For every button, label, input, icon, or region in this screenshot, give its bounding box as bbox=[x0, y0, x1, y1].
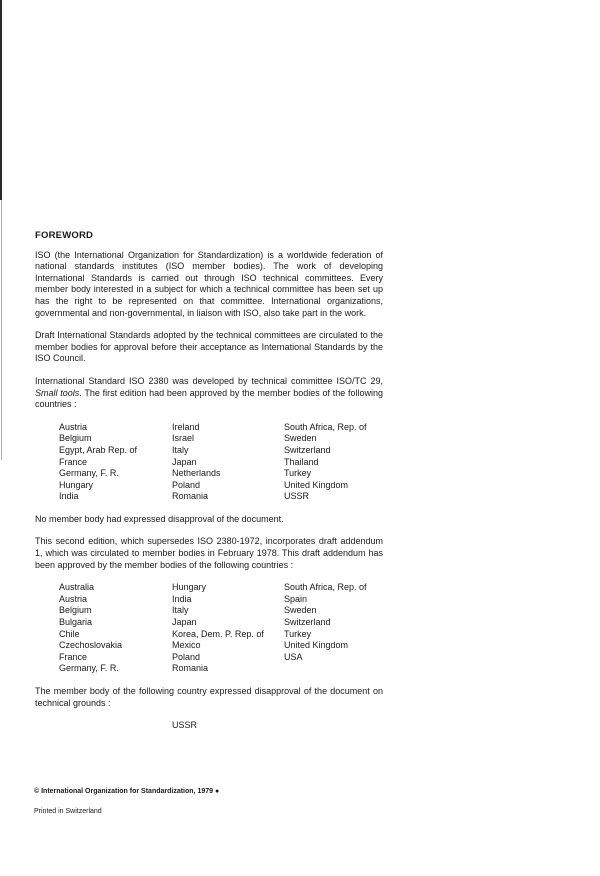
country-name: France bbox=[59, 456, 88, 467]
printed-in-notice: Printed in Switzerland bbox=[34, 808, 102, 815]
country-column-3 bbox=[284, 422, 404, 503]
foreword-section bbox=[35, 230, 383, 743]
country-name: Hungary bbox=[59, 479, 94, 490]
country-name: Czechoslovakia bbox=[59, 640, 123, 651]
country-name: Bulgaria bbox=[59, 617, 93, 628]
country-name: Israel bbox=[172, 433, 195, 444]
foreword-paragraph-3 bbox=[35, 376, 383, 411]
country-column-2 bbox=[172, 422, 284, 503]
copyright-notice: © International Organization for Standardization, 1979 ● bbox=[34, 788, 220, 795]
country-name: Austria bbox=[59, 421, 88, 432]
country-name: South Africa, Rep. of bbox=[284, 421, 367, 432]
country-name: Australia bbox=[59, 582, 95, 593]
country-name: Netherlands bbox=[172, 468, 221, 479]
country-name: Spain bbox=[284, 593, 308, 604]
country-name: United Kingdom bbox=[284, 640, 349, 651]
country-name: Italy bbox=[172, 444, 189, 455]
page-edge-mark bbox=[0, 0, 2, 200]
foreword-paragraph-6: The member body of the following country expressed disapproval of the document on technical grounds : bbox=[35, 686, 383, 708]
country-name: Sweden bbox=[284, 433, 317, 444]
country-name: Mexico bbox=[172, 640, 201, 651]
country-name: Turkey bbox=[284, 628, 312, 639]
country-name: Switzerland bbox=[284, 444, 331, 455]
country-name: Romania bbox=[172, 491, 209, 502]
country-name: Poland bbox=[172, 651, 201, 662]
country-name: United Kingdom bbox=[284, 479, 349, 490]
country-name: USA bbox=[284, 651, 303, 662]
country-name: Sweden bbox=[284, 605, 317, 616]
country-name: Chile bbox=[59, 628, 80, 639]
country-name: Thailand bbox=[284, 456, 319, 467]
foreword-paragraph-4: No member body had expressed disapproval of the document. bbox=[35, 513, 284, 524]
page-edge-shadow bbox=[1, 200, 2, 460]
foreword-paragraph-5: This second edition, which supersedes ISO 2380-1972, incorporates draft addendum 1, which was circulated to member bodies in February 1978. This draft addendum has been approved by the member bodies of the following countries : bbox=[35, 536, 383, 570]
foreword-heading: FOREWORD bbox=[35, 230, 94, 241]
country-column-3 bbox=[284, 582, 404, 675]
para3-text-end: . The first edition had been approved by the member bodies of the following countries : bbox=[35, 387, 383, 410]
country-name: Germany, F. R. bbox=[59, 468, 119, 479]
country-name: Italy bbox=[172, 605, 189, 616]
country-name: Poland bbox=[172, 479, 201, 490]
country-name: Egypt, Arab Rep. of bbox=[59, 444, 138, 455]
country-name: South Africa, Rep. of bbox=[284, 582, 367, 593]
country-column-1 bbox=[59, 422, 172, 503]
country-name: Germany, F. R. bbox=[59, 663, 119, 674]
foreword-paragraph-2: Draft International Standards adopted by the technical committees are circulated to the member bodies for approval before their acceptance as International Standards by the ISO Council. bbox=[35, 330, 383, 364]
country-column-1 bbox=[59, 582, 172, 675]
country-name: Hungary bbox=[172, 582, 207, 593]
para3-italic-title: Small tools bbox=[35, 387, 80, 398]
second-edition-country-list bbox=[59, 582, 383, 675]
country-name: India bbox=[59, 491, 79, 502]
country-name: Belgium bbox=[59, 605, 92, 616]
country-name: Austria bbox=[59, 593, 88, 604]
country-name: Turkey bbox=[284, 468, 312, 479]
country-name: Japan bbox=[172, 456, 197, 467]
para3-text-start: International Standard ISO 2380 was developed by technical committee ISO/TC 29, bbox=[35, 375, 383, 386]
country-column-2 bbox=[172, 582, 284, 675]
first-edition-country-list bbox=[59, 422, 383, 503]
country-name: Belgium bbox=[59, 433, 92, 444]
country-name: Romania bbox=[172, 663, 209, 674]
country-name: Switzerland bbox=[284, 617, 331, 628]
country-name: France bbox=[59, 651, 88, 662]
disapproval-country: USSR bbox=[172, 720, 198, 731]
foreword-paragraph-1: ISO (the International Organization for Standardization) is a worldwide federation of national standards institutes (ISO member bodies). The work of developing International Standards is carried out through ISO technical committees. Every member body interested in a subject for which a technical committee has been set up has the right to be represented on that committee. International organizations, governmental and non-governmental, in liaison with ISO, also take part in the work. bbox=[35, 249, 383, 318]
country-name: Korea, Dem. P. Rep. of bbox=[172, 628, 264, 639]
country-name: Japan bbox=[172, 617, 197, 628]
country-name: India bbox=[172, 593, 192, 604]
country-name: Ireland bbox=[172, 421, 200, 432]
country-name: USSR bbox=[284, 491, 310, 502]
